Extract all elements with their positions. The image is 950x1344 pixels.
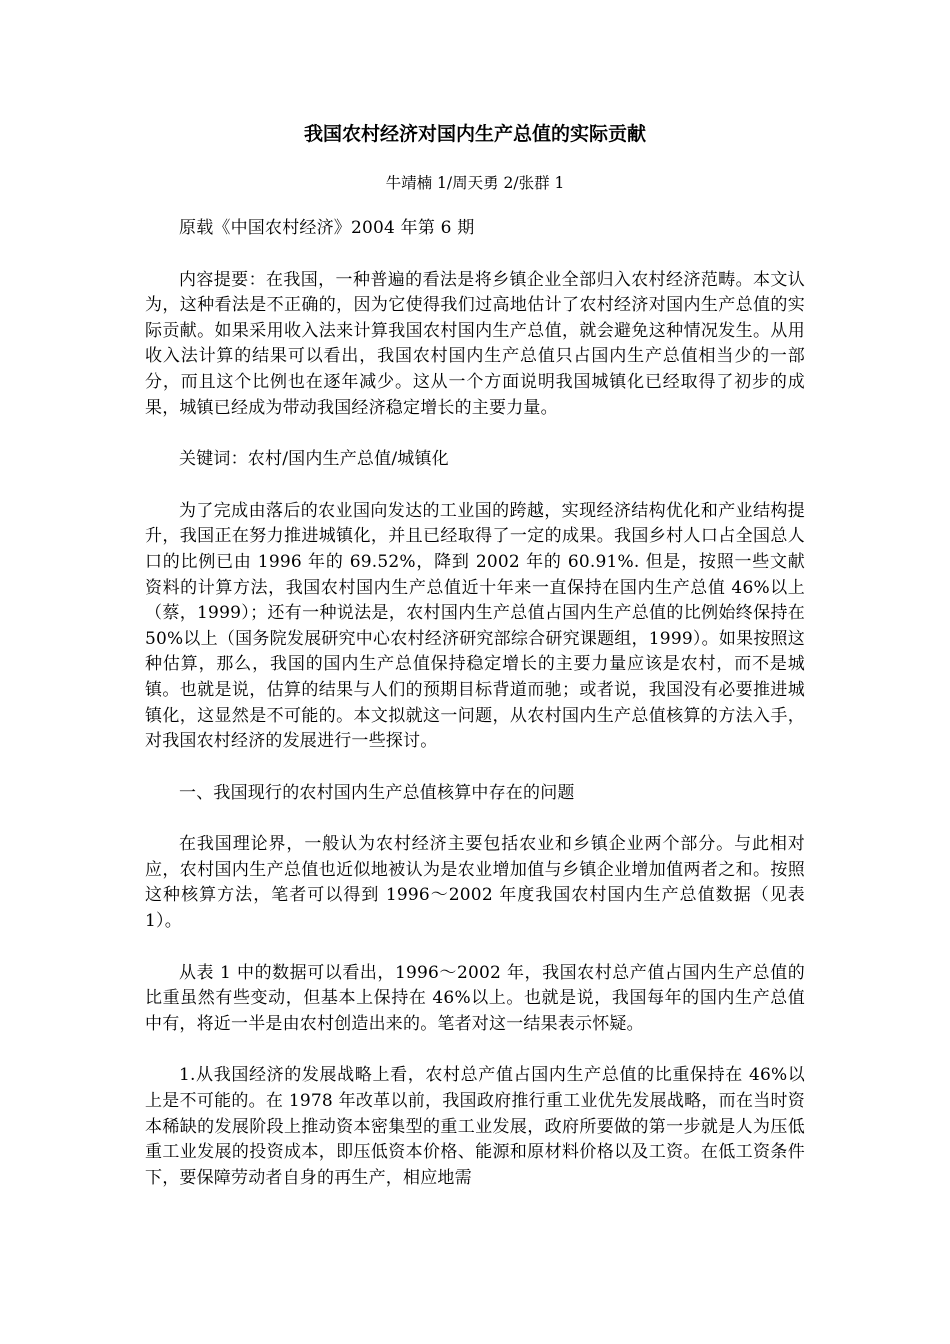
body-paragraph-2: 从表 1 中的数据可以看出，1996～2002 年，我国农村总产值占国内生产总值的比重虽然有些变动，但基本上保持在 46%以上。也就是说，我国每年的国内生产总值中有，将近一半是由农村创造出来的。笔者对这一结果表示怀疑。	[145, 962, 805, 1034]
abstract-paragraph: 内容提要：在我国，一种普遍的看法是将乡镇企业全部归入农村经济范畴。本文认为，这种看法是不正确的，因为它使得我们过高地估计了农村经济对国内生产总值的实际贡献。如果采用收入法来计算我国农村国内生产总值，就会避免这种情况发生。从用收入法计算的结果可以看出，我国农村国内生产总值只占国内生产总值相当少的一部分，而且这个比例也在逐年减少。这从一个方面说明我国城镇化已经取得了初步的成果，城镇已经成为带动我国经济稳定增长的主要力量。	[145, 269, 805, 418]
keywords-line: 关键词：农村/国内生产总值/城镇化	[179, 449, 449, 470]
document-page	[145, 120, 805, 1217]
intro-paragraph: 为了完成由落后的农业国向发达的工业国的跨越，实现经济结构优化和产业结构提升，我国正在努力推进城镇化，并且已经取得了一定的成果。我国乡村人口占全国总人口的比例已由 1996 年的 69.52%，降到 2002 年的 60.91%. 但是，按照一些文献资料的计算方法，我国农村国内生产总值近十年来一直保持在国内生产总值 46%以上（蔡，1999）；还有一种说法是，农村国内生产总值占国内生产总值的比例始终保持在 50%以上（国务院发展研究中心农村经济研究部综合研究课题组，1999）。如果按照这种估算，那么，我国的国内生产总值保持稳定增长的主要力量应该是农村，而不是城镇。也就是说，估算的结果与人们的预期目标背道而驰；或者说，我国没有必要推进城镇化，这显然是不可能的。本文拟就这一问题，从农村国内生产总值核算的方法入手，对我国农村经济的发展进行一些探讨。	[145, 500, 805, 752]
body-paragraph-1: 在我国理论界，一般认为农村经济主要包括农业和乡镇企业两个部分。与此相对应，农村国内生产总值也近似地被认为是农业增加值与乡镇企业增加值两者之和。按照这种核算方法，笔者可以得到 1996～2002 年度我国农村国内生产总值数据（见表 1）。	[145, 834, 805, 932]
author-line: 牛靖楠 1/周天勇 2/张群 1	[385, 174, 565, 192]
body-paragraph-3: 1.从我国经济的发展战略上看，农村总产值占国内生产总值的比重保持在 46%以上是不可能的。在 1978 年改革以前，我国政府推行重工业优先发展战略，而在当时资本稀缺的发展阶段上推动资本密集型的重工业发展，政府所要做的第一步就是人为压低重工业发展的投资成本，即压低资本价格、能源和原材料价格以及工资。在低工资条件下，要保障劳动者自身的再生产，相应地需	[145, 1065, 805, 1188]
section-heading: 一、我国现行的农村国内生产总值核算中存在的问题	[179, 782, 575, 803]
source-note: 原载《中国农村经济》2004 年第 6 期	[179, 218, 475, 238]
paper-title: 我国农村经济对国内生产总值的实际贡献	[303, 123, 646, 145]
